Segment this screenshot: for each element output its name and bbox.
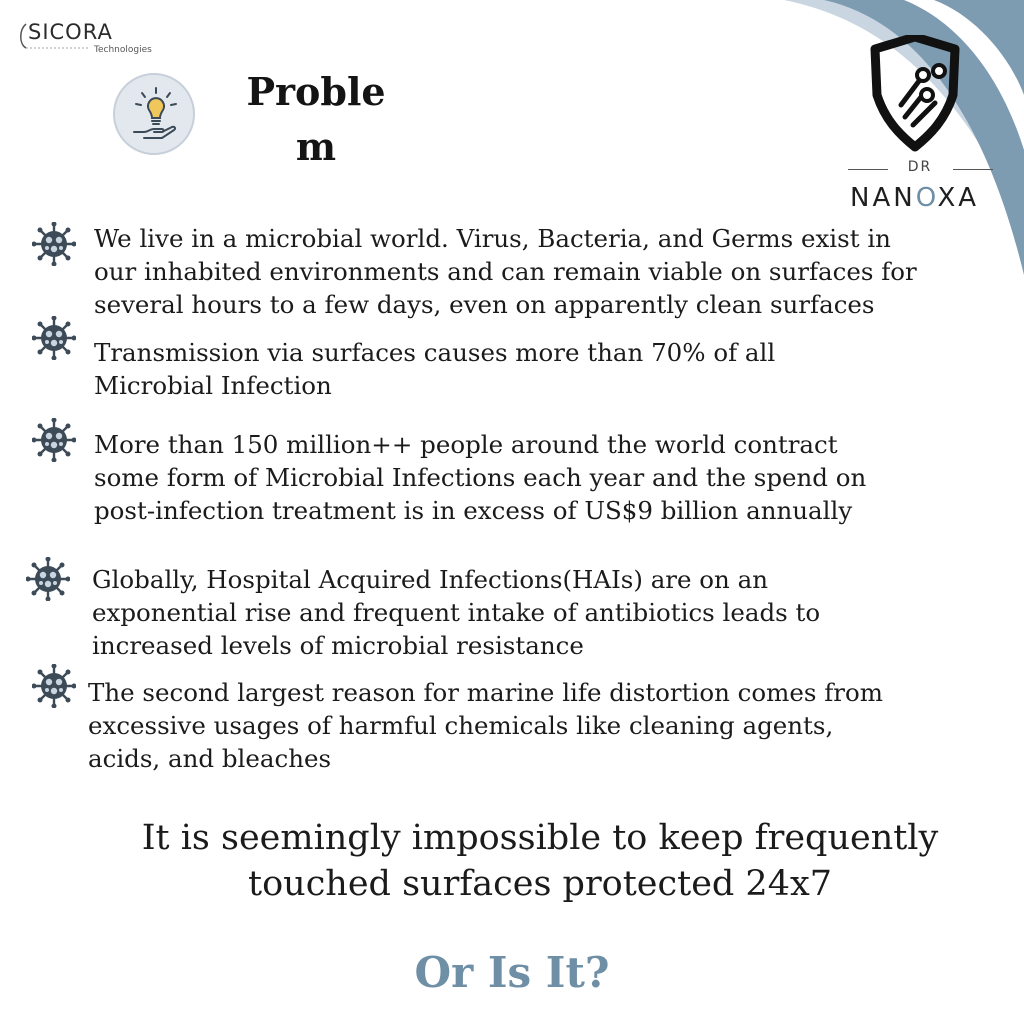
brand-name-accent: O: [915, 183, 938, 213]
brand-prefix: DR: [907, 159, 933, 175]
virus-icon: [32, 418, 76, 462]
sicora-logo: [18, 18, 152, 58]
virus-icon: [26, 557, 70, 601]
dr-nanoxa-logo: [845, 35, 1005, 215]
bullet-text: More than 150 million++ people around the world contract some form of Microbial Infections each year and the spend on post-infection treatment is in excess of US$9 billion annually: [94, 430, 867, 525]
circuit-shield-icon: [845, 35, 985, 155]
lightbulb-hand-icon: [113, 73, 195, 155]
brand-divider-right: [953, 169, 993, 170]
bullet-text: We live in a microbial world. Virus, Bacteria, and Germs exist in our inhabited environments and can remain viable on surfaces for several hours to a few days, even on apparently clean surfaces: [94, 224, 917, 319]
bullet-text: Transmission via surfaces causes more than 70% of all Microbial Infection: [94, 338, 776, 400]
closing-question: Or Is It?: [414, 948, 610, 997]
virus-icon: [32, 664, 76, 708]
virus-icon: [32, 316, 76, 360]
logo-subtitle: Technologies: [94, 45, 152, 55]
tagline: It is seemingly impossible to keep frequently touched surfaces protected 24x7: [141, 818, 939, 904]
page-title: Problem: [246, 69, 386, 169]
brand-name: [850, 183, 1000, 213]
brand-name-end: XA: [937, 183, 980, 213]
logo-wordmark: SICORA: [28, 20, 113, 44]
bullet-text: Globally, Hospital Acquired Infections(HAIs) are on an exponential rise and frequent intake of antibiotics leads to increased levels of microbial resistance: [92, 565, 821, 660]
brand-name-start: NAN: [850, 183, 916, 213]
bullet-text: The second largest reason for marine life distortion comes from excessive usages of harmful chemicals like cleaning agents, acids, and bleaches: [88, 678, 883, 773]
virus-icon: [32, 222, 76, 266]
